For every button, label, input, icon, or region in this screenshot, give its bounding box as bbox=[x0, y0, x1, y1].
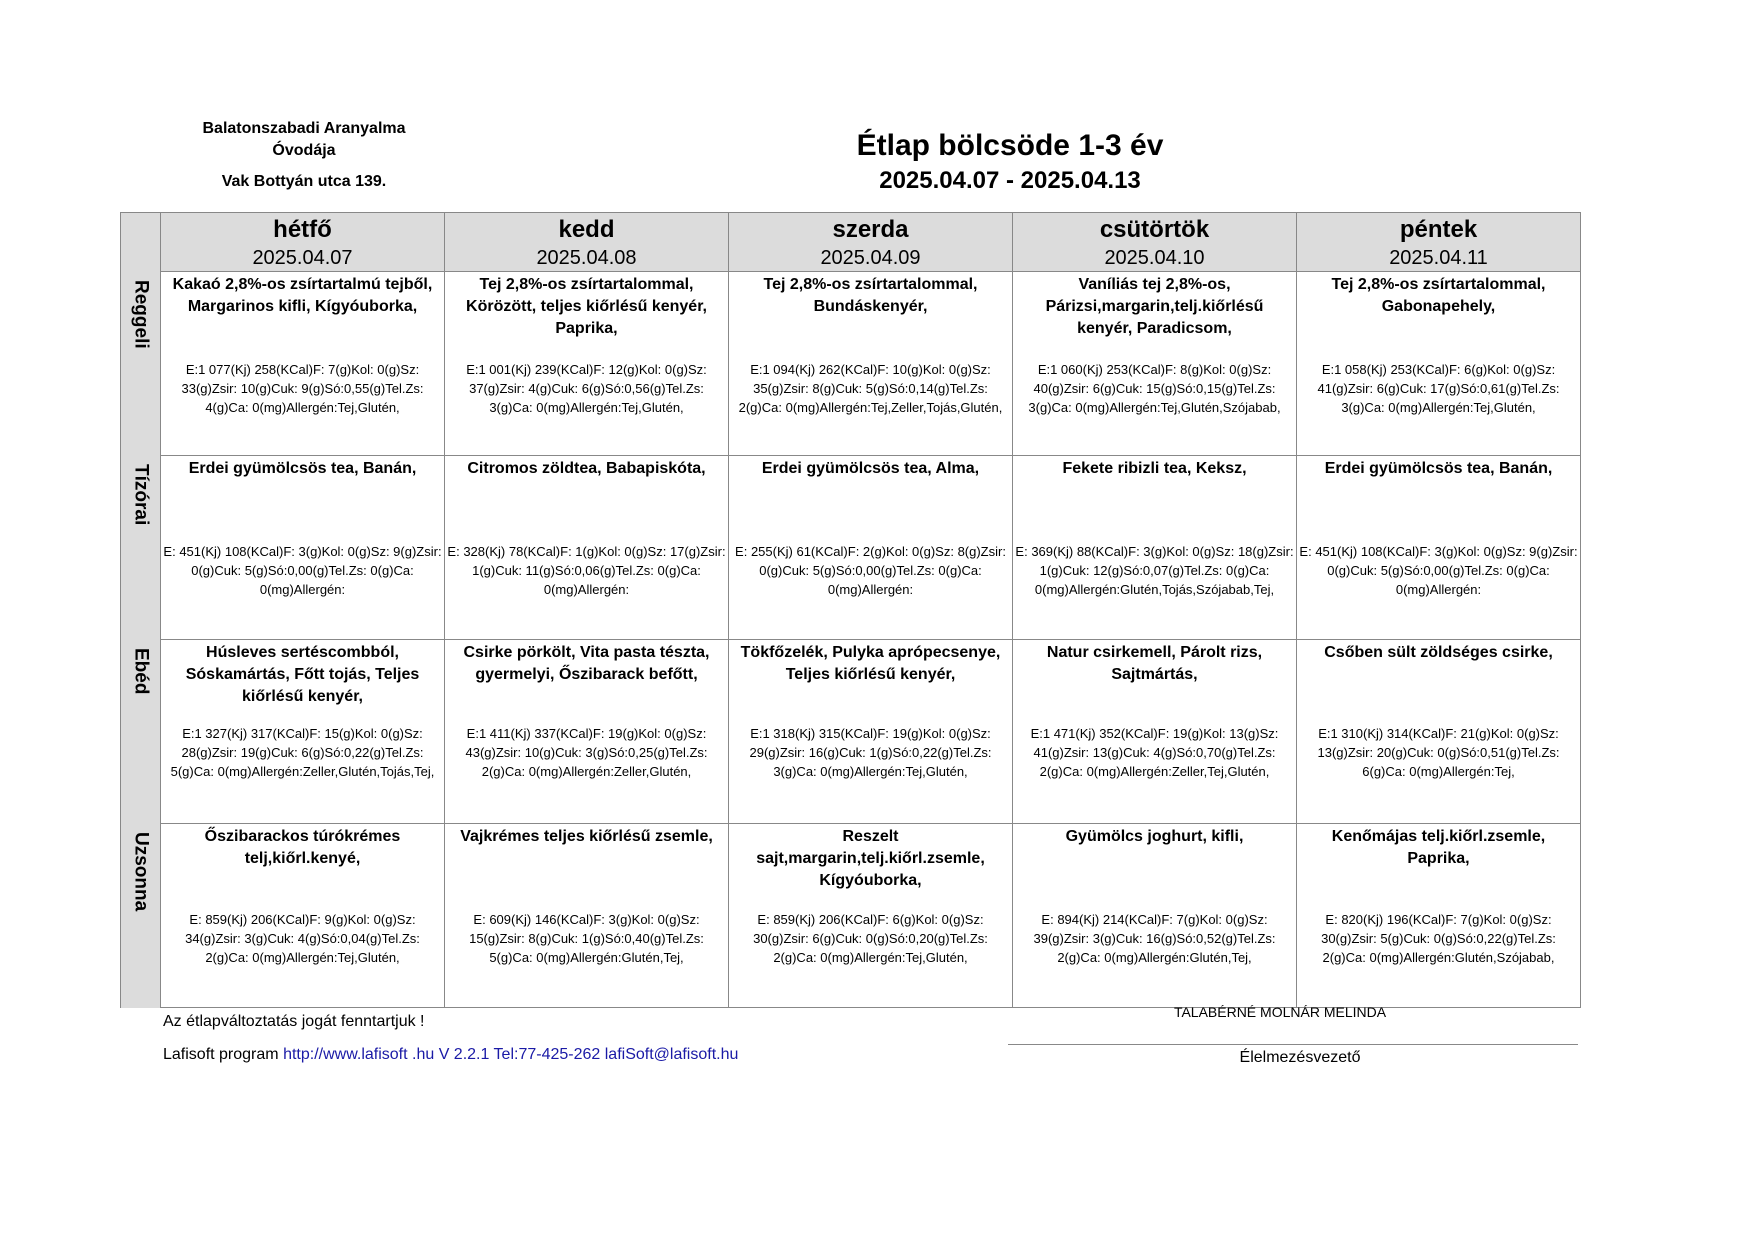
menu-cell bbox=[445, 640, 729, 824]
dish-text: Tökfőzelék, Pulyka aprópecsenye, Teljes kiőrlésű kenyér, bbox=[740, 644, 1001, 683]
signature-line bbox=[1008, 1044, 1578, 1045]
program-info bbox=[163, 1046, 738, 1064]
meal-row-afternoon-snack bbox=[121, 824, 1581, 1008]
menu-cell bbox=[161, 824, 445, 1008]
school-name-line-1: Balatonszabadi Aranyalma bbox=[202, 120, 406, 137]
day-header-friday bbox=[1297, 213, 1581, 272]
dish-text: Kakaó 2,8%-os zsírtartalmú tejből, Margarinos kifli, Kígyóuborka, bbox=[172, 276, 433, 315]
menu-cell bbox=[1013, 824, 1297, 1008]
day-date: 2025.04.07 bbox=[252, 247, 353, 269]
meal-label-cell bbox=[121, 272, 161, 456]
dish-text: Őszibarackos túrókrémes telj,kiőrl.kenyé, bbox=[204, 828, 401, 867]
meal-label-cell bbox=[121, 456, 161, 640]
meal-label: Uzsonna bbox=[130, 831, 152, 911]
day-name: hétfő bbox=[273, 216, 332, 243]
menu-cell bbox=[1297, 640, 1581, 824]
nutrition-text: E: 451(Kj) 108(KCal)F: 3(g)Kol: 0(g)Sz: 9(g)Zsir: 0(g)Cuk: 5(g)Só:0,00(g)Tel.Zs: 0(g)Ca: 0(mg)Allergén: bbox=[163, 544, 442, 597]
manager-name: TALABÉRNÉ MOLNÁR MELINDA bbox=[1173, 1004, 1387, 1020]
nutrition-text: E: 859(Kj) 206(KCal)F: 9(g)Kol: 0(g)Sz: 34(g)Zsir: 3(g)Cuk: 4(g)Só:0,04(g)Tel.Zs: 2(g)Ca: 0(mg)Allergén:Tej,Glutén, bbox=[185, 912, 420, 965]
program-prefix: Lafisoft program bbox=[163, 1046, 284, 1063]
nutrition-text: E: 255(Kj) 61(KCal)F: 2(g)Kol: 0(g)Sz: 8(g)Zsir: 0(g)Cuk: 5(g)Só:0,00(g)Tel.Zs: 0(g)Ca: 0(mg)Allergén: bbox=[735, 544, 1006, 597]
school-address: Vak Bottyán utca 139. bbox=[221, 173, 387, 190]
meal-label: Tízórai bbox=[130, 463, 152, 525]
meal-label: Reggeli bbox=[130, 279, 152, 349]
nutrition-text: E: 894(Kj) 214(KCal)F: 7(g)Kol: 0(g)Sz: 39(g)Zsir: 3(g)Cuk: 16(g)Só:0,52(g)Tel.Zs: 2(g)Ca: 0(mg)Allergén:Glutén,Tej, bbox=[1033, 912, 1276, 965]
nutrition-text: E:1 094(Kj) 262(KCal)F: 10(g)Kol: 0(g)Sz: 35(g)Zsir: 8(g)Cuk: 5(g)Só:0,14(g)Tel.Zs: 2(g)Ca: 0(mg)Allergén:Tej,Zeller,Tojás,Glutén, bbox=[738, 362, 1003, 415]
dish-text: Erdei gyümölcsös tea, Alma, bbox=[761, 460, 980, 477]
day-date: 2025.04.11 bbox=[1389, 247, 1488, 269]
dish-text: Tej 2,8%-os zsírtartalommal, Körözött, teljes kiőrlésű kenyér, Paprika, bbox=[466, 276, 707, 337]
menu-cell bbox=[1297, 456, 1581, 640]
day-date: 2025.04.10 bbox=[1104, 247, 1205, 269]
day-date: 2025.04.08 bbox=[536, 247, 637, 269]
menu-cell bbox=[729, 824, 1013, 1008]
nutrition-text: E: 369(Kj) 88(KCal)F: 3(g)Kol: 0(g)Sz: 18(g)Zsir: 1(g)Cuk: 12(g)Só:0,07(g)Tel.Zs: 0(g)Ca: 0(mg)Allergén:Glutén,Tojás,Szójabab,Tej, bbox=[1015, 544, 1294, 597]
dish-text: Natur csirkemell, Párolt rizs, Sajtmártás, bbox=[1046, 644, 1263, 683]
dish-text: Gyümölcs joghurt, kifli, bbox=[1065, 828, 1244, 845]
dish-text: Erdei gyümölcsös tea, Banán, bbox=[1324, 460, 1553, 477]
nutrition-text: E:1 471(Kj) 352(KCal)F: 19(g)Kol: 13(g)Sz: 41(g)Zsir: 13(g)Cuk: 4(g)Só:0,70(g)Tel.Zs: 2(g)Ca: 0(mg)Allergén:Zeller,Tej,Glutén, bbox=[1030, 726, 1279, 779]
day-name: csütörtök bbox=[1099, 216, 1210, 243]
day-header-thursday bbox=[1013, 213, 1297, 272]
day-date: 2025.04.09 bbox=[820, 247, 921, 269]
menu-cell bbox=[445, 456, 729, 640]
page-title: Étlap bölcsöde 1-3 év bbox=[856, 129, 1164, 162]
dish-text: Erdei gyümölcsös tea, Banán, bbox=[188, 460, 417, 477]
meal-row-lunch bbox=[121, 640, 1581, 824]
manager-role: Élelmezésvezető bbox=[1239, 1049, 1361, 1066]
school-info bbox=[170, 118, 438, 193]
nutrition-text: E: 451(Kj) 108(KCal)F: 3(g)Kol: 0(g)Sz: 9(g)Zsir: 0(g)Cuk: 5(g)Só:0,00(g)Tel.Zs: 0(g)Ca: 0(mg)Allergén: bbox=[1299, 544, 1578, 597]
corner-cell bbox=[121, 213, 161, 272]
nutrition-text: E: 609(Kj) 146(KCal)F: 3(g)Kol: 0(g)Sz: 15(g)Zsir: 8(g)Cuk: 1(g)Só:0,40(g)Tel.Zs: 5(g)Ca: 0(mg)Allergén:Glutén,Tej, bbox=[469, 912, 704, 965]
menu-cell bbox=[729, 640, 1013, 824]
nutrition-text: E: 328(Kj) 78(KCal)F: 1(g)Kol: 0(g)Sz: 17(g)Zsir: 1(g)Cuk: 11(g)Só:0,06(g)Tel.Zs: 0(g)Ca: 0(mg)Allergén: bbox=[447, 544, 726, 597]
meal-row-snack bbox=[121, 456, 1581, 640]
day-name: kedd bbox=[558, 216, 615, 243]
dish-text: Vajkrémes teljes kiőrlésű zsemle, bbox=[460, 828, 713, 845]
day-header-row bbox=[121, 213, 1581, 272]
menu-cell bbox=[1013, 272, 1297, 456]
nutrition-text: E:1 327(Kj) 317(KCal)F: 15(g)Kol: 0(g)Sz: 28(g)Zsir: 19(g)Cuk: 6(g)Só:0,22(g)Tel.Zs: 5(g)Ca: 0(mg)Allergén:Zeller,Glutén,Tojás,Tej, bbox=[170, 726, 435, 779]
disclaimer-note: Az étlapváltoztatás jogát fenntartjuk ! bbox=[163, 1013, 425, 1030]
menu-cell bbox=[729, 272, 1013, 456]
school-name-line-2: Óvodája bbox=[272, 142, 336, 159]
dish-text: Reszelt sajt,margarin,telj.kiőrl.zsemle, Kígyóuborka, bbox=[756, 828, 985, 889]
nutrition-text: E:1 077(Kj) 258(KCal)F: 7(g)Kol: 0(g)Sz: 33(g)Zsir: 10(g)Cuk: 9(g)Só:0,55(g)Tel.Zs: 4(g)Ca: 0(mg)Allergén:Tej,Glutén, bbox=[181, 362, 424, 415]
dish-text: Citromos zöldtea, Babapiskóta, bbox=[467, 460, 706, 477]
nutrition-text: E:1 411(Kj) 337(KCal)F: 19(g)Kol: 0(g)Sz: 43(g)Zsir: 10(g)Cuk: 3(g)Só:0,25(g)Tel.Zs: 2(g)Ca: 0(mg)Allergén:Zeller,Glutén, bbox=[465, 726, 708, 779]
day-name: péntek bbox=[1399, 216, 1478, 243]
dish-text: Csirke pörkölt, Vita pasta tészta, gyermelyi, Őszibarack befőtt, bbox=[463, 644, 710, 683]
meal-label-cell bbox=[121, 824, 161, 1008]
dish-text: Húsleves sertéscombból, Sóskamártás, Főtt tojás, Teljes kiőrlésű kenyér, bbox=[185, 644, 420, 705]
dish-text: Tej 2,8%-os zsírtartalommal, Bundáskenyér, bbox=[763, 276, 978, 315]
menu-cell bbox=[445, 272, 729, 456]
meal-label-cell bbox=[121, 640, 161, 824]
menu-cell bbox=[1013, 456, 1297, 640]
nutrition-text: E: 820(Kj) 196(KCal)F: 7(g)Kol: 0(g)Sz: 30(g)Zsir: 5(g)Cuk: 0(g)Só:0,22(g)Tel.Zs: 2(g)Ca: 0(mg)Allergén:Glutén,Szójabab, bbox=[1321, 912, 1556, 965]
menu-cell bbox=[161, 272, 445, 456]
day-name: szerda bbox=[832, 216, 909, 243]
menu-table bbox=[120, 212, 1581, 1008]
date-range: 2025.04.07 - 2025.04.13 bbox=[879, 167, 1141, 194]
menu-cell bbox=[1297, 272, 1581, 456]
nutrition-text: E: 859(Kj) 206(KCal)F: 6(g)Kol: 0(g)Sz: 30(g)Zsir: 6(g)Cuk: 0(g)Só:0,20(g)Tel.Zs: 2(g)Ca: 0(mg)Allergén:Tej,Glutén, bbox=[753, 912, 988, 965]
menu-cell bbox=[1013, 640, 1297, 824]
program-link[interactable]: http://www.lafisoft .hu V 2.2.1 Tel:77-425-262 lafiSoft@lafisoft.hu bbox=[283, 1046, 739, 1063]
menu-cell bbox=[729, 456, 1013, 640]
nutrition-text: E:1 058(Kj) 253(KCal)F: 6(g)Kol: 0(g)Sz: 41(g)Zsir: 6(g)Cuk: 17(g)Só:0,61(g)Tel.Zs: 3(g)Ca: 0(mg)Allergén:Tej,Glutén, bbox=[1317, 362, 1560, 415]
meal-row-breakfast bbox=[121, 272, 1581, 456]
menu-cell bbox=[1297, 824, 1581, 1008]
menu-cell bbox=[161, 456, 445, 640]
dish-text: Kenőmájas telj.kiőrl.zsemle, Paprika, bbox=[1331, 828, 1546, 867]
menu-cell bbox=[161, 640, 445, 824]
dish-text: Tej 2,8%-os zsírtartalommal, Gabonapehely, bbox=[1331, 276, 1546, 315]
dish-text: Vaníliás tej 2,8%-os, Párizsi,margarin,telj.kiőrlésű kenyér, Paradicsom, bbox=[1045, 276, 1264, 337]
meal-label: Ebéd bbox=[130, 647, 152, 694]
nutrition-text: E:1 318(Kj) 315(KCal)F: 19(g)Kol: 0(g)Sz: 29(g)Zsir: 16(g)Cuk: 1(g)Só:0,22(g)Tel.Zs: 3(g)Ca: 0(mg)Allergén:Tej,Glutén, bbox=[749, 726, 992, 779]
dish-text: Csőben sült zöldséges csirke, bbox=[1324, 644, 1553, 661]
nutrition-text: E:1 001(Kj) 239(KCal)F: 12(g)Kol: 0(g)Sz: 37(g)Zsir: 4(g)Cuk: 6(g)Só:0,56(g)Tel.Zs: 3(g)Ca: 0(mg)Allergén:Tej,Glutén, bbox=[466, 362, 707, 415]
nutrition-text: E:1 060(Kj) 253(KCal)F: 8(g)Kol: 0(g)Sz: 40(g)Zsir: 6(g)Cuk: 15(g)Só:0,15(g)Tel.Zs: 3(g)Ca: 0(mg)Allergén:Tej,Glutén,Szójabab, bbox=[1028, 362, 1281, 415]
dish-text: Fekete ribizli tea, Keksz, bbox=[1062, 460, 1247, 477]
day-header-tuesday bbox=[445, 213, 729, 272]
nutrition-text: E:1 310(Kj) 314(KCal)F: 21(g)Kol: 0(g)Sz: 13(g)Zsir: 20(g)Cuk: 0(g)Só:0,51(g)Tel.Zs: 6(g)Ca: 0(mg)Allergén:Tej, bbox=[1317, 726, 1560, 779]
menu-cell bbox=[445, 824, 729, 1008]
day-header-monday bbox=[161, 213, 445, 272]
day-header-wednesday bbox=[729, 213, 1013, 272]
